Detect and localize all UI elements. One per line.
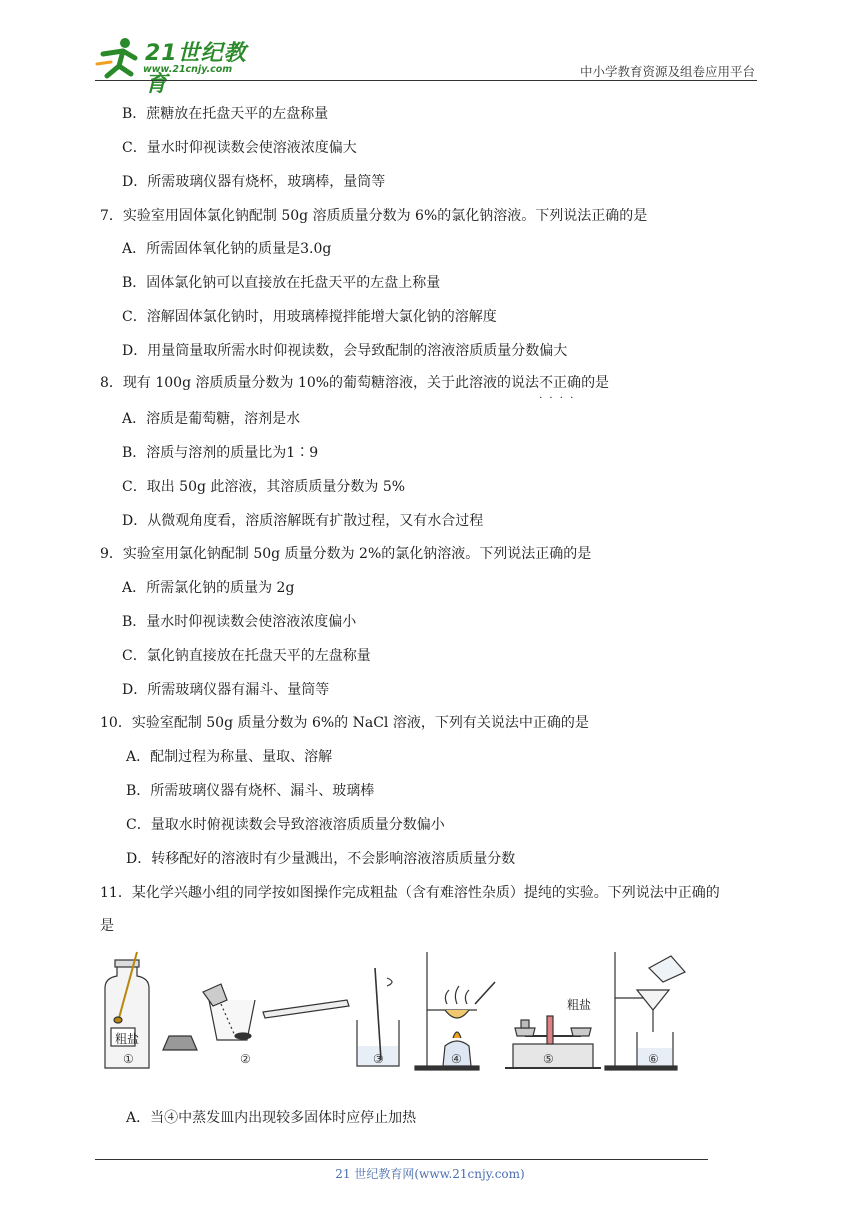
question-7: 7．实验室用固体氯化钠配制 50g 溶质质量分数为 6%的氯化钠溶液。下列说法正确的是	[100, 208, 648, 224]
option-line: C．取出 50g 此溶液，其溶质质量分数为 5%	[122, 479, 406, 495]
figure-label-2: ②	[240, 1052, 251, 1066]
page-header	[0, 0, 860, 97]
option-line: C．溶解固体氯化钠时，用玻璃棒搅拌能增大氯化钠的溶解度	[122, 309, 497, 325]
option-line: D．用量筒量取所需水时仰视读数，会导致配制的溶液溶质质量分数偏大	[122, 343, 568, 359]
emphasis-text: 不正确 · · · ·	[539, 375, 581, 391]
question-8	[100, 373, 609, 393]
option-line: A．当④中蒸发皿内出现较多固体时应停止加热	[126, 1110, 417, 1126]
logo-text: 21世纪教育	[145, 41, 247, 97]
option-line: B．固体氯化钠可以直接放在托盘天平的左盘上称量	[122, 275, 441, 291]
question-8-text: 8．现有 100g 溶质质量分数为 10%的葡萄糖溶液，关于此溶液的说法	[100, 375, 540, 391]
header-divider	[95, 80, 757, 81]
option-line: A．溶质是葡萄糖，溶剂是水	[122, 411, 301, 427]
figure-label-4: ④	[451, 1052, 462, 1066]
figure-label-3: ③	[373, 1052, 384, 1066]
option-line: C．氯化钠直接放在托盘天平的左盘称量	[122, 648, 371, 664]
site-logo	[95, 36, 265, 97]
option-line: D．从微观角度看，溶质溶解既有扩散过程，又有水合过程	[122, 513, 484, 529]
question-10: 10．实验室配制 50g 质量分数为 6%的 NaCl 溶液，下列有关说法中正确的是	[100, 715, 589, 731]
option-line: A．配制过程为称量、量取、溶解	[126, 749, 333, 765]
figure-label-5: ⑤	[543, 1052, 554, 1066]
option-line: D．所需玻璃仪器有烧杯，玻璃棒，量筒等	[122, 174, 386, 190]
option-line: B．量水时仰视读数会使溶液浓度偏小	[122, 614, 357, 630]
lab-apparatus-illustration	[97, 948, 717, 1074]
figure-label-6: ⑥	[648, 1052, 659, 1066]
footer-divider	[95, 1159, 708, 1160]
option-line: B．蔗糖放在托盘天平的左盘称量	[122, 106, 329, 122]
salt-label: 粗盐	[567, 998, 592, 1012]
question-9: 9．实验室用氯化钠配制 50g 质量分数为 2%的氯化钠溶液。下列说法正确的是	[100, 546, 592, 562]
option-line: C．量水时仰视读数会使溶液浓度偏大	[122, 140, 357, 156]
option-line: D．所需玻璃仪器有漏斗、量筒等	[122, 682, 330, 698]
option-line: A．所需固体氧化钠的质量是3.0g	[122, 241, 332, 257]
salt-label: 粗盐	[115, 1032, 140, 1046]
option-line: B．溶质与溶剂的质量比为1∶9	[122, 445, 319, 461]
runner-logo-icon	[95, 36, 145, 80]
footer-text[interactable]: 21 世纪教育网(www.21cnjy.com)	[335, 1167, 525, 1181]
question-8-end: 的是	[581, 375, 610, 391]
option-line: D．转移配好的溶液时有少量溅出，不会影响溶液溶质质量分数	[126, 851, 516, 867]
figure-label-1: ①	[123, 1052, 134, 1066]
option-line: B．所需玻璃仪器有烧杯、漏斗、玻璃棒	[126, 783, 375, 799]
option-line: A．所需氯化钠的质量为 2g	[122, 580, 295, 596]
question-11-cont: 是	[100, 918, 114, 934]
option-line: C．量取水时俯视读数会导致溶液溶质质量分数偏小	[126, 817, 445, 833]
site-name: 中小学教育资源及组卷应用平台	[579, 64, 755, 79]
salt-purification-figure	[97, 948, 717, 1074]
logo-url: www.21cnjy.com	[143, 64, 233, 75]
question-11: 11．某化学兴趣小组的同学按如图操作完成粗盐（含有难溶性杂质）提纯的实验。下列说法中正确的	[100, 885, 720, 901]
